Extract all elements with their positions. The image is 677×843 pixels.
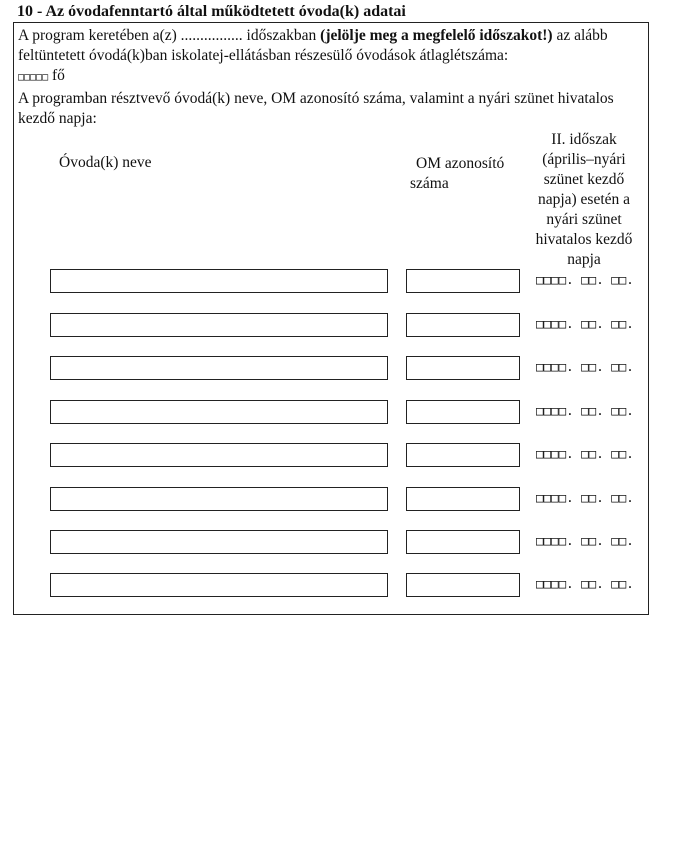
headcount-unit: fő — [51, 67, 65, 84]
holiday-start-date-field[interactable]: □□□□. □□. □□. — [536, 403, 634, 418]
holiday-start-date-field[interactable]: □□□□. □□. □□. — [536, 316, 634, 331]
table-row — [14, 487, 650, 511]
table-row — [14, 573, 650, 597]
kindergarten-name-field[interactable] — [50, 269, 388, 293]
holiday-start-date-field[interactable]: □□□□. □□. □□. — [536, 576, 634, 591]
table-row — [14, 400, 650, 424]
om-id-field[interactable] — [406, 356, 520, 380]
kindergarten-name-field[interactable] — [50, 313, 388, 337]
om-id-field[interactable] — [406, 313, 520, 337]
table-row — [14, 313, 650, 337]
program-paragraph: A programban résztvevő óvodá(k) neve, OM azonosító száma, valamint a nyári szünet hivatalos kezdő napja: — [18, 90, 614, 127]
intro-bold-instruction: (jelölje meg a megfelelő időszakot!) — [320, 27, 553, 44]
table-row — [14, 530, 650, 554]
kindergarten-name-field[interactable] — [50, 400, 388, 424]
intro-paragraph — [18, 26, 644, 88]
om-id-field[interactable] — [406, 573, 520, 597]
column-header-period: II. időszak (április–nyári szünet kezdő napja) esetén a nyári szünet hivatalos kezdő napja — [535, 131, 633, 268]
om-id-field[interactable] — [406, 443, 520, 467]
section-title: 10 - Az óvodafenntartó által működtetett óvoda(k) adatai — [17, 3, 406, 20]
column-header-om — [410, 154, 520, 194]
intro-text-before: A program keretében a(z) ................ időszakban — [18, 27, 321, 44]
table-row — [14, 443, 650, 467]
intro-text-after: az alább feltüntetett óvodá(k)ban iskolatej-ellátásban részesülő óvodások átlaglétszáma: — [18, 27, 608, 64]
kindergarten-name-field[interactable] — [50, 443, 388, 467]
kindergarten-name-field[interactable] — [50, 530, 388, 554]
holiday-start-date-field[interactable]: □□□□. □□. □□. — [536, 359, 634, 374]
table-row — [14, 269, 650, 293]
form-frame — [13, 22, 649, 615]
column-header-name: Óvoda(k) neve — [59, 154, 152, 171]
om-id-field[interactable] — [406, 487, 520, 511]
table-row — [14, 356, 650, 380]
column-header-om-line2: száma — [410, 175, 449, 192]
headcount-boxes[interactable]: □□□□□ — [18, 72, 49, 83]
holiday-start-date-field[interactable]: □□□□. □□. □□. — [536, 533, 634, 548]
holiday-start-date-field[interactable]: □□□□. □□. □□. — [536, 490, 634, 505]
om-id-field[interactable] — [406, 269, 520, 293]
om-id-field[interactable] — [406, 530, 520, 554]
column-header-om-line1: OM azonosító — [416, 155, 505, 172]
om-id-field[interactable] — [406, 400, 520, 424]
holiday-start-date-field[interactable]: □□□□. □□. □□. — [536, 272, 634, 287]
kindergarten-name-field[interactable] — [50, 573, 388, 597]
holiday-start-date-field[interactable]: □□□□. □□. □□. — [536, 446, 634, 461]
kindergarten-name-field[interactable] — [50, 356, 388, 380]
kindergarten-name-field[interactable] — [50, 487, 388, 511]
